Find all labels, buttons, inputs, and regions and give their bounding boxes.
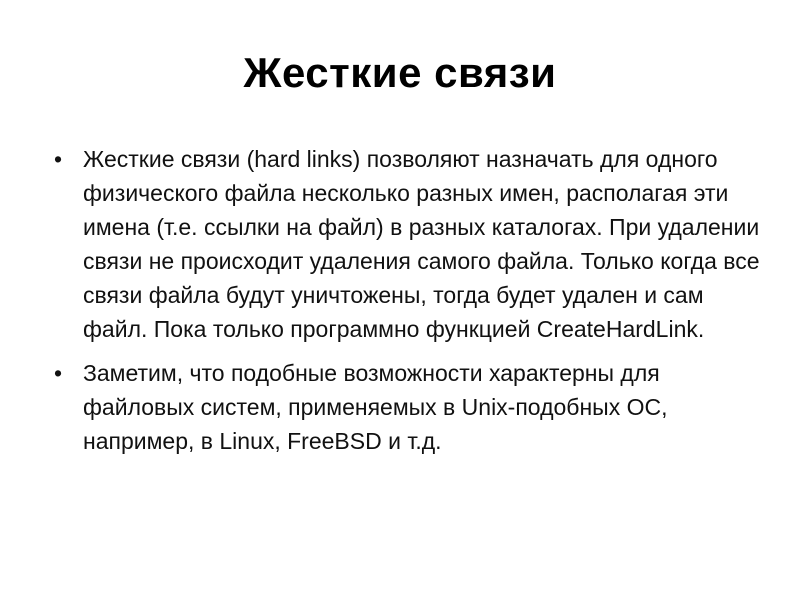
bullet-text: Жесткие связи (hard links) позволяют назначать для одного физического файла несколько разных имен, располагая эти имена (т.е. ссылки на файл) в разных каталогах. При удалении связи не происходит удаления самого файла. Только когда все связи файла будут уничтожены, тогда будет удален и сам файл. Пока только программно функцией CreateHardLink. [83, 146, 760, 342]
bullet-list [50, 142, 765, 468]
slide-title: Жесткие связи [243, 49, 557, 96]
bullet-point-icon: • [54, 360, 63, 386]
bullet-item-unix-note [50, 356, 765, 458]
bullet-item-hard-links [50, 142, 765, 346]
bullet-point-icon: • [54, 146, 63, 172]
bullet-text: Заметим, что подобные возможности характерны для файловых систем, применяемых в Unix-подобных ОС, например, в Linux, FreeBSD и т.д. [83, 360, 668, 454]
